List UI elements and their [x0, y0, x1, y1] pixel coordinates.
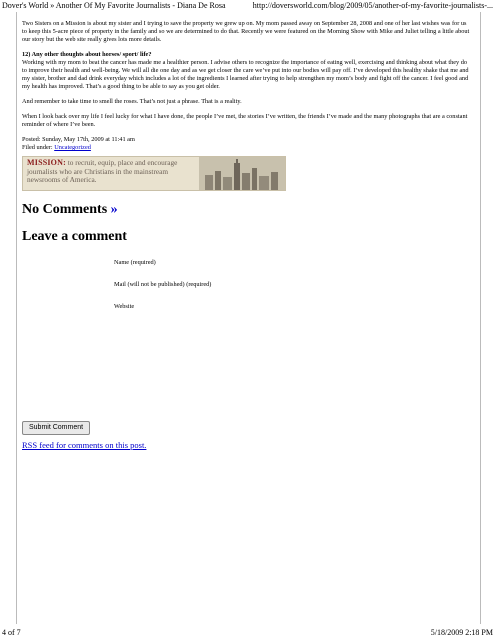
- website-field-label: Website: [114, 303, 135, 310]
- skyline-icon: [199, 157, 285, 190]
- article-paragraph: And remember to take time to smell the roses. That’s not just a phrase. That is a reality.: [22, 98, 242, 105]
- article-content: [22, 20, 472, 449]
- post-meta: [22, 136, 472, 152]
- page-count: 4 of 7: [2, 628, 21, 637]
- mission-headline: MISSION:: [27, 158, 66, 167]
- comment-form: [22, 259, 472, 325]
- filed-under-label: Filed under:: [22, 144, 53, 151]
- comments-title: No Comments: [22, 202, 108, 217]
- name-field-label: Name (required): [114, 259, 156, 266]
- print-header-url: http://doversworld.com/blog/2009/05/another-of-my-favorite-journalists-...: [252, 1, 493, 10]
- comments-heading: [22, 201, 472, 218]
- article-paragraph: When I look back over my life I feel lucky for what I have done, the people I’ve met, the stories I’ve written, the friends I’ve made and the many photographs that are a constant reminder of where I’ve been.: [22, 113, 468, 128]
- print-datetime: 5/18/2009 2:18 PM: [430, 628, 493, 637]
- leave-comment-heading: Leave a comment: [22, 229, 127, 244]
- print-footer: [0, 627, 495, 639]
- rss-comments-link[interactable]: RSS feed for comments on this post.: [22, 440, 147, 450]
- mission-banner-text: [23, 157, 199, 190]
- interview-question: 12) Any other thoughts about horses/ sport/ life?: [22, 51, 152, 58]
- filed-under: [22, 144, 472, 152]
- right-page-border: [480, 12, 481, 624]
- print-header: [0, 0, 495, 12]
- print-header-title: Dover's World » Another Of My Favorite Journalists - Diana De Rosa: [2, 1, 226, 10]
- mail-field-label: Mail (will not be published) (required): [114, 281, 212, 288]
- category-link[interactable]: Uncategorized: [54, 144, 91, 151]
- comments-feed-link[interactable]: »: [110, 202, 118, 217]
- skyline-image: [199, 157, 285, 190]
- left-page-border: [16, 12, 17, 624]
- article-paragraph: Two Sisters on a Mission is about my sister and I trying to save the property we grew up on. My mom passed away on September 28, 2008 and one of her last wishes was for us to keep this 5-acre piece of property in the family and so we are determined to do that. Recently we were featured on the Morning Show with Mike and Juliet telling a little about our story but the web site really gives lots more details.: [22, 20, 470, 43]
- posted-date: Posted: Sunday, May 17th, 2009 at 11:41 am: [22, 136, 135, 143]
- mission-text: to recruit, equip, place and encourage journalists who are Christians in the mainstream newsrooms of America.: [27, 158, 178, 185]
- article-paragraph: Working with my mom to beat the cancer has made me a healthier person. I advise others to recognize the importance of eating well, exercising and thinking about what they do to improve their health and well-being. We will all die one day and as we get closer the care we’ve put into our bodies will pay off. I’ve developed this healthy shake that me and my sister, brother and dad drink everyday which includes a lot of the ingredients I learned after trying to help strengthen my mom’s body and fight off the cancer. I feel good and my health has improved. That’s a good thing to be able to say as you get older.: [22, 59, 469, 90]
- submit-comment-button[interactable]: Submit Comment: [22, 421, 90, 435]
- mission-banner[interactable]: [22, 156, 286, 191]
